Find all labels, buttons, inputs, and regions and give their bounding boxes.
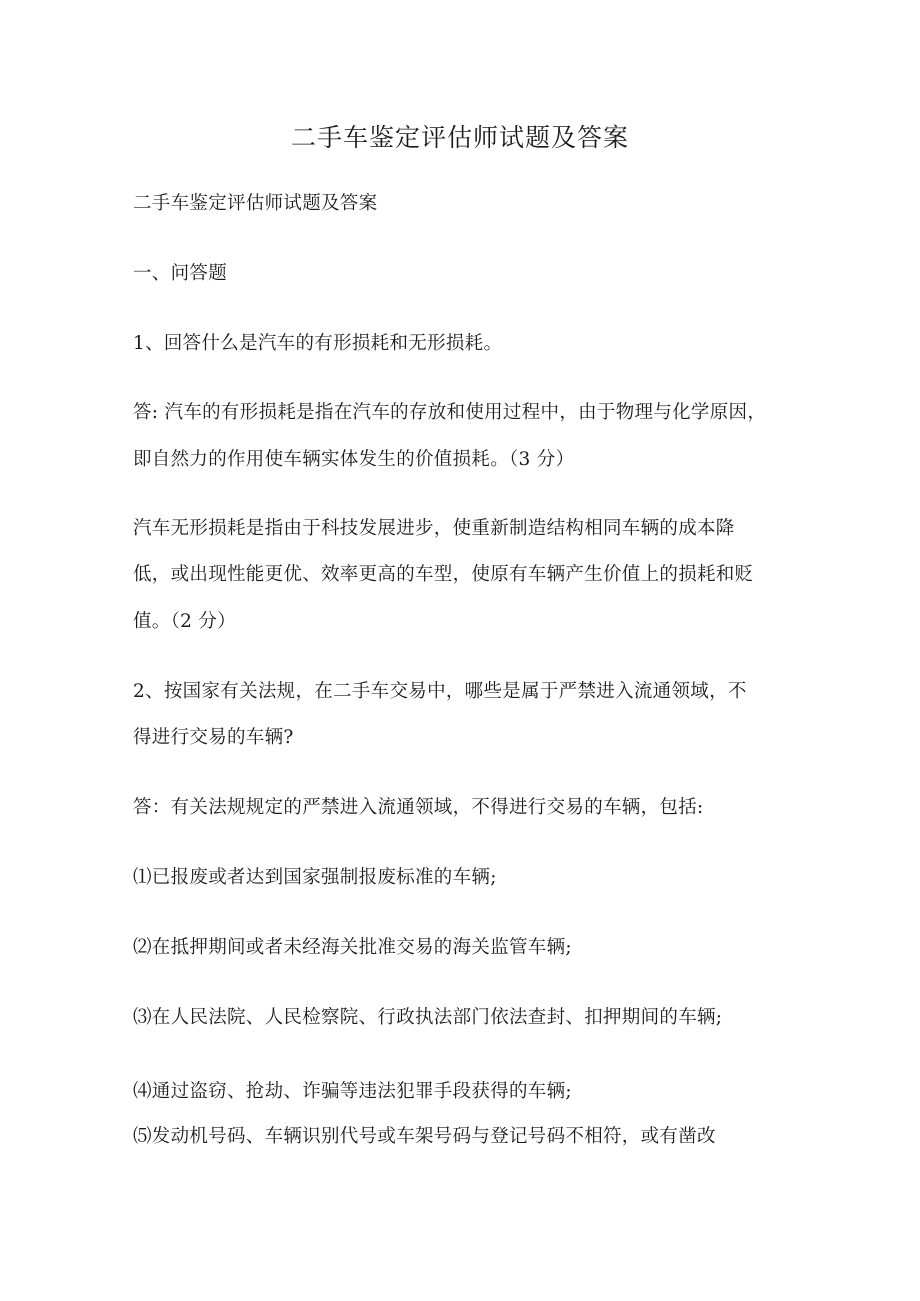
list-item: ⑵在抵押期间或者未经海关批准交易的海关监管车辆; <box>133 937 572 958</box>
question-2-line-1: 2、按国家有关法规，在二手车交易中，哪些是属于严禁进入流通领域，不 <box>133 681 747 702</box>
answer-1-line-1: 答: 汽车的有形损耗是指在汽车的存放和使用过程中，由于物理与化学原因， <box>133 402 767 423</box>
answer-1b-line-3: 值。（2 分） <box>133 611 237 632</box>
section-heading: 一、问答题 <box>133 263 228 284</box>
answer-2-intro: 答：有关法规规定的严禁进入流通领域，不得进行交易的车辆，包括: <box>133 797 704 818</box>
document-title: 二手车鉴定评估师试题及答案 <box>290 123 629 152</box>
question-2-line-2: 得进行交易的车辆? <box>133 727 294 748</box>
document-subtitle: 二手车鉴定评估师试题及答案 <box>133 193 378 214</box>
answer-1b-line-2: 低，或出现性能更优、效率更高的车型，使原有车辆产生价值上的损耗和贬 <box>133 564 754 585</box>
list-item: ⑶在人民法院、人民检察院、行政执法部门依法查封、扣押期间的车辆; <box>133 1007 723 1028</box>
list-item: ⑸发动机号码、车辆识别代号或车架号码与登记号码不相符，或有凿改 <box>133 1126 716 1147</box>
list-item: ⑴已报废或者达到国家强制报废标准的车辆; <box>133 867 497 888</box>
question-1: 1、回答什么是汽车的有形损耗和无形损耗。 <box>133 333 503 354</box>
list-item: ⑷通过盗窃、抢劫、诈骗等违法犯罪手段获得的车辆; <box>133 1081 572 1102</box>
answer-1b-line-1: 汽车无形损耗是指由于科技发展进步，使重新制造结构相同车辆的成本降 <box>133 518 735 539</box>
answer-1-line-2: 即自然力的作用使车辆实体发生的价值损耗。（3 分） <box>133 449 575 470</box>
